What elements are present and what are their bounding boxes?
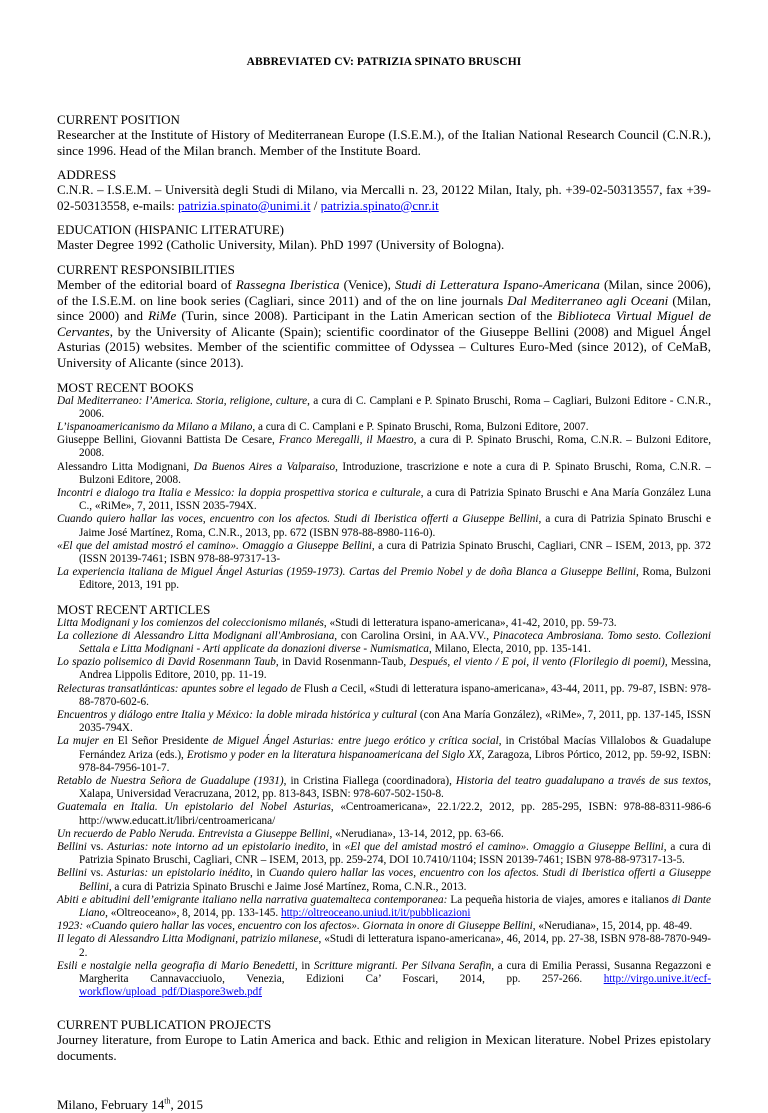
section-heading: CURRENT PUBLICATION PROJECTS bbox=[57, 1017, 272, 1033]
signature-date: Milano, February 14th, 2015 bbox=[57, 1096, 203, 1112]
book-entry: L’ispanoamericanismo da Milano a Milano, a cura di C. Camplani e P. Spinato Bruschi, Roma, Bulzoni Editore, 2007. bbox=[57, 420, 589, 433]
section-heading: MOST RECENT ARTICLES bbox=[57, 601, 211, 617]
book-entry: Cuando quiero hallar las voces, encuentro con los afectos. Studi di Iberistica offerti a Giuseppe Bellini, a cura di Patrizia Spinato Bruschi e Jaime José Martínez, Roma, C.N.R., 2013, pp. 672 (ISBN 978-88-8980-116-0). bbox=[57, 513, 711, 539]
document-title: ABBREVIATED CV: PATRIZIA SPINATO BRUSCHI bbox=[246, 56, 522, 68]
section-books bbox=[57, 380, 711, 593]
book-entry: «El que del amistad mostró el camino». Omaggio a Giuseppe Bellini, a cura di Patrizia Spinato Bruschi, Cagliari, CNR – ISEM, 2013, pp. 372 (ISSN 20139-7461; ISBN 978-88-97317-13- bbox=[57, 539, 712, 565]
article-entry: Il legato di Alessandro Litta Modignani, patrizio milanese, «Studi di letteratura ispano-americana», 46, 2014, pp. 27-38, ISBN 978-88-7870-949-2. bbox=[57, 933, 712, 959]
section-projects bbox=[57, 1017, 711, 1063]
article-entry: Un recuerdo de Pablo Neruda. Entrevista a Giuseppe Bellini, «Nerudiana», 13-14, 2012, pp. 63-66. bbox=[57, 827, 504, 840]
book-entry: Incontri e dialogo tra Italia e Messico: la doppia prospettiva storica e culturale, a cura di Patrizia Spinato Bruschi e Ana María González Luna C., «RiMe», 7, 2011, ISSN 2035-794X. bbox=[57, 486, 711, 513]
article-entry: Relecturas transatlánticas: apuntes sobre el legado de Flush a Cecil, «Studi di letteratura ispano-americana», 43-44, 2011, pp. 79-87, ISBN: 978-88-7870-602-6. bbox=[57, 682, 712, 708]
article-entry: Esili e nostalgie nella geografia di Mario Benedetti, in Scritture migranti. Per Silvana Serafin, a cura di Emilia Perassi, Susanna Regazzoni e Margherita Cannavacciuolo, Venezia, Edizioni Ca’ Foscari, 2014, pp. 257-266. http://virgo.unive.it/ecf-workflow/upload_pdf/Diaspore3web.pdf bbox=[57, 959, 712, 999]
section-articles bbox=[57, 602, 711, 1000]
book-entry: Dal Mediterraneo: l’America. Storia, religione, culture, a cura di C. Camplani e P. Spinato Bruschi, Roma – Cagliari, Bulzoni Editore - C.N.R., 2006. bbox=[57, 394, 712, 420]
section-heading: CURRENT POSITION bbox=[57, 112, 180, 127]
article-entry: 1923: «Cuando quiero hallar las voces, encuentro con los afectos». Giornata in onore di Giuseppe Bellini, «Nerudiana», 15, 2014, pp. 48-49. bbox=[57, 920, 693, 933]
section-heading: CURRENT RESPONSIBILITIES bbox=[57, 261, 235, 277]
article-entry: Litta Modignani y los comienzos del coleccionismo milanés, «Studi di letteratura ispano-americana», 41-42, 2010, pp. 59-73. bbox=[57, 616, 617, 629]
oltreoceano-link[interactable]: http://oltreoceano.uniud.it/it/pubblicazioni bbox=[280, 907, 471, 920]
section-heading: MOST RECENT BOOKS bbox=[57, 379, 194, 395]
book-list bbox=[57, 395, 711, 593]
article-list bbox=[57, 617, 711, 1000]
article-entry: La mujer en El Señor Presidente de Miguel Ángel Asturias: entre juego erótico y crítica social, in Cristóbal Macías Villalobos & Guadalupe Fernández Ariza (eds.), Erotismo y poder en la literatura hispanoamericana del Siglo XX, Zaragoza, Libros Pórtico, 2012, pp. 59-92, ISBN: 978-84-7956-101-7. bbox=[57, 735, 711, 774]
article-entry: Encuentros y diálogo entre Italia y México: la doble mirada histórica y cultural (con Ana María González), «RiMe», 7, 2011, pp. 137-145, ISSN 2035-794X. bbox=[57, 709, 711, 735]
article-entry: Guatemala en Italia. Un epistolario del Nobel Asturias, «Centroamericana», 22.1/22.2, 2012, pp. 285-295, ISBN: 978-88-8311-986-6 http://www.educatt.it/libri/centroamericana/ bbox=[57, 801, 711, 827]
book-entry: Alessandro Litta Modignani, Da Buenos Aires a Valparaiso, Introduzione, trascrizione e note a cura di P. Spinato Bruschi, Roma, C.N.R. – Bulzoni Editore, 2008. bbox=[57, 460, 711, 486]
article-entry: Bellini vs. Asturias: un epistolario inédito, in Cuando quiero hallar las voces, encuentro con los afectos. Studi di Iberistica offerti a Giuseppe Bellini, a cura di Patrizia Spinato Bruschi e Jaime José Martínez, Roma, C.N.R., 2013. bbox=[57, 867, 711, 893]
email-link-cnr[interactable]: patrizia.spinato@cnr.it bbox=[320, 197, 439, 213]
diaspore-pdf-link[interactable]: http://virgo.unive.it/ecf-workflow/upload_pdf/Diaspore3web.pdf bbox=[79, 973, 711, 999]
section-current-position bbox=[57, 112, 711, 158]
section-heading: EDUCATION (HISPANIC LITERATURE) bbox=[57, 222, 285, 238]
position-text: Researcher at the Institute of History of Mediterranean Europe (I.S.E.M.), of the Italian National Research Council (C.N.R.), since 1996. Head of the Milan branch. Member of the Institute Board. bbox=[57, 127, 711, 158]
education-text: Master Degree 1992 (Catholic University, Milan). PhD 1997 (University of Bologna). bbox=[57, 237, 505, 253]
address-text: C.N.R. – I.S.E.M. – Università degli Studi di Milano, via Mercalli n. 23, 20122 Milan, Italy, ph. +39-02-50313557, fax +39-02-50313558, e-mails: patrizia.spinato@unimi.it / patrizia.spinato@cnr.it bbox=[57, 182, 711, 213]
book-entry: Giuseppe Bellini, Giovanni Battista De Cesare, Franco Meregalli, il Maestro, a cura di P. Spinato Bruschi, Roma, C.N.R. – Bulzoni Editore, 2008. bbox=[57, 434, 712, 460]
section-heading: ADDRESS bbox=[57, 167, 117, 183]
article-entry: Bellini vs. Asturias: note intorno ad un epistolario inedito, in «El que del amistad mostró el camino». Omaggio a Giuseppe Bellini, a cura di Patrizia Spinato Bruschi, Cagliari, CNR – ISEM, 2013, pp. 259-274, DOI 10.7410/1104; ISSN 20139-7461; ISBN 978-88-97317-13-5. bbox=[57, 841, 712, 867]
responsibilities-text: Member of the editorial board of Rassegna Iberistica (Venice), Studi di Letteratura Ispano-Americana (Milan, since 2006), of the I.S.E.M. on line book series (Cagliari, since 2011) and of the on line journals Dal Mediterraneo agli Oceani (Milan, since 2000) and RiMe (Turin, since 2008). Participant in the Latin American section of the Biblioteca Virtual Miguel de Cervantes, by the University of Alicante (Spain); scientific coordinator of the Giuseppe Bellini (2008) and Miguel Ángel Asturias (2015) websites. Member of the scientific committee of Odyssea – Cultures Euro-Med (since 2012), of CeMaB, University of Alicante (since 2013). bbox=[57, 276, 712, 370]
article-entry: Abiti e abitudini dell’emigrante italiano nella narrativa guatemalteca contemporanea: La pequeña historia de viajes, amores e italianos di Dante Liano, «Oltreoceano», 8, 2014, pp. 133-145. http://oltreoceano.uniud.it/it/pubblicazioni bbox=[57, 893, 712, 920]
section-address bbox=[57, 167, 711, 213]
email-link-unimi[interactable]: patrizia.spinato@unimi.it bbox=[177, 197, 311, 213]
book-entry: La experiencia italiana de Miguel Ángel Asturias (1959-1973). Cartas del Premio Nobel y de doña Blanca a Giuseppe Bellini, Roma, Bulzoni Editore, 2013, 191 pp. bbox=[57, 566, 711, 592]
projects-text: Journey literature, from Europe to Latin America and back. Ethic and religion in Mexican literature. Nobel Prizes epistolary documents. bbox=[57, 1032, 711, 1064]
section-education bbox=[57, 222, 711, 253]
article-entry: Lo spazio polisemico di David Rosenmann Taub, in David Rosenmann-Taub, Después, el viento / E poi, il vento (Florilegio di poemi), Messina, Andrea Lippolis Editore, 2010, pp. 11-19. bbox=[57, 656, 712, 682]
article-entry: Retablo de Nuestra Señora de Guadalupe (1931), in Cristina Fiallega (coordinadora), Historia del teatro guadalupano a través de sus textos, Xalapa, Universidad Veracruzana, 2012, pp. 813-843, ISBN: 978-607-502-150-8. bbox=[57, 775, 711, 801]
article-entry: La collezione di Alessandro Litta Modignani all'Ambrosiana, con Carolina Orsini, in AA.VV., Pinacoteca Ambrosiana. Tomo sesto. Collezioni Settala e Litta Modignani - Arti applicate da donazioni diverse - Numismatica, Milano, Electa, 2010, pp. 135-141. bbox=[57, 629, 711, 655]
section-responsibilities bbox=[57, 262, 711, 371]
